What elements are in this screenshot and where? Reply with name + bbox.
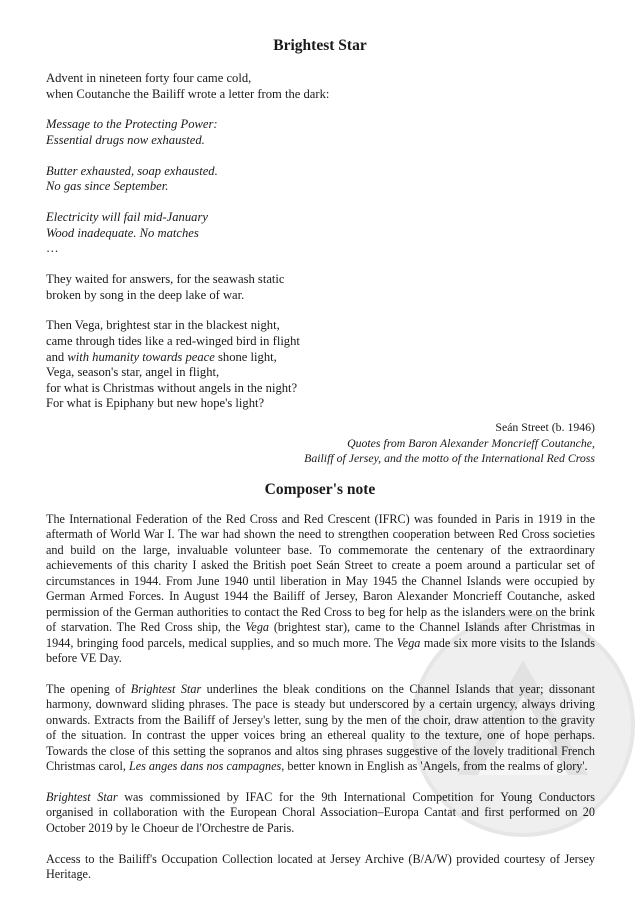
work-title: Brightest Star [46,790,118,805]
poem-stanza [46,318,566,412]
poem-stanza [46,71,566,102]
poem-stanza-quote [46,210,566,257]
ship-name: Vega [396,635,421,650]
poem-line: They waited for answers, for the seawash static [46,272,285,287]
poem [46,71,566,427]
poem-text: shone light, [214,349,277,364]
composers-note-body [46,512,595,898]
poet-credit: Seán Street (b. 1946) [495,420,595,434]
note-paragraph: Access to the Bailiff's Occupation Collection located at Jersey Archive (B/A/W) provided courtesy of Jersey Heritage. [46,851,595,882]
poem-stanza [46,272,566,303]
quote-source-line: Quotes from Baron Alexander Moncrieff Coutanche, [347,435,595,450]
note-paragraph [46,790,595,836]
quote-source-line: Bailiff of Jersey, and the motto of the International Red Cross [304,451,595,466]
note-text: , better known in English as 'Angels, from the realms of glory'. [281,759,588,774]
poem-line: when Coutanche the Bailiff wrote a letter from the dark: [46,86,330,101]
note-text: The International Federation of the Red Cross and Red Crescent (IFRC) was founded in Paris in 1919 in the aftermath of World War I. The war had shown the need to strengthen cooperation between Red Cross societies and build on the large, invaluable volunteer base. To commemorate the centenary of the extraordinary achievements of this charity I asked the British poet Seán Street to create a poem around a particular set of circumstances in 1944. From June 1940 until liberation in May 1945 the Channel Islands were occupied by German Armed Forces. In August 1944 the Bailiff of Jersey, Baron Alexander Moncrieff Coutanche, asked permission of the German authorities to contact the Red Cross to beg for help as the islanders were on the brink of starvation. The Red Cross ship, the [46,512,595,635]
ship-name: Vega [245,620,270,635]
red-cross-motto: with humanity towards peace [67,349,215,364]
poem-stanza-quote [46,117,566,148]
poem-line: for what is Christmas without angels in the night? [46,380,298,395]
poem-credits [35,420,595,467]
poem-line: Butter exhausted, soap exhausted. [46,163,218,178]
poem-stanza-quote [46,164,566,195]
poem-line: came through tides like a red-winged bird in flight [46,334,300,349]
poem-line: Advent in nineteen forty four came cold, [46,71,252,85]
note-text: made six more visits to the Islands before VE Day. [46,635,595,666]
carol-title: Les anges dans nos campagnes [128,759,282,774]
poem-line: No gas since September. [46,179,169,194]
poem-line: broken by song in the deep lake of war. [46,287,245,302]
poem-title: Brightest Star [273,37,367,54]
poem-line: Vega, season's star, angel in flight, [46,365,220,380]
poem-line: Essential drugs now exhausted. [46,132,205,147]
composers-note-heading: Composer's note [264,481,376,498]
poem-line: For what is Epiphany but new hope's light? [46,396,265,411]
note-paragraph [46,682,595,775]
work-title: Brightest Star [130,681,202,696]
poem-line [46,350,566,366]
note-paragraph [46,512,595,667]
note-text: was commissioned by IFAC for the 9th International Competition for Young Conductors organised in collaboration with the European Choral Association–Europa Cantat and first performed on 20 October 2019 by le Choeur de l'Orchestre de Paris. [46,790,595,835]
note-text: underlines the bleak conditions on the Channel Islands that year; dissonant harmony, downward sliding phrases. The pace is steady but underscored by a certain urgency, always driving onwards. Extracts from the Bailiff of Jersey's letter, sung by the men of the choir, draw attention to the gravity of the situation. In contrast the upper voices bring an ethereal quality to the texture, one of hope perhaps. Towards the close of this setting the sopranos and altos sing phrases suggestive of the lovely traditional French Christmas carol, [46,681,595,774]
poem-text: and [46,349,68,364]
poem-ellipsis: … [46,241,59,256]
poem-line: Then Vega, brightest star in the blackest night, [46,318,280,333]
note-text: The opening of [46,681,131,696]
poem-line: Electricity will fail mid-January [46,210,208,225]
poem-line: Wood inadequate. No matches [46,225,199,240]
poem-line: Message to the Protecting Power: [46,117,218,132]
note-text: (brightest star), came to the Channel Islands after Christmas in 1944, bringing food parcels, medical supplies, and so much more. The [46,620,595,650]
